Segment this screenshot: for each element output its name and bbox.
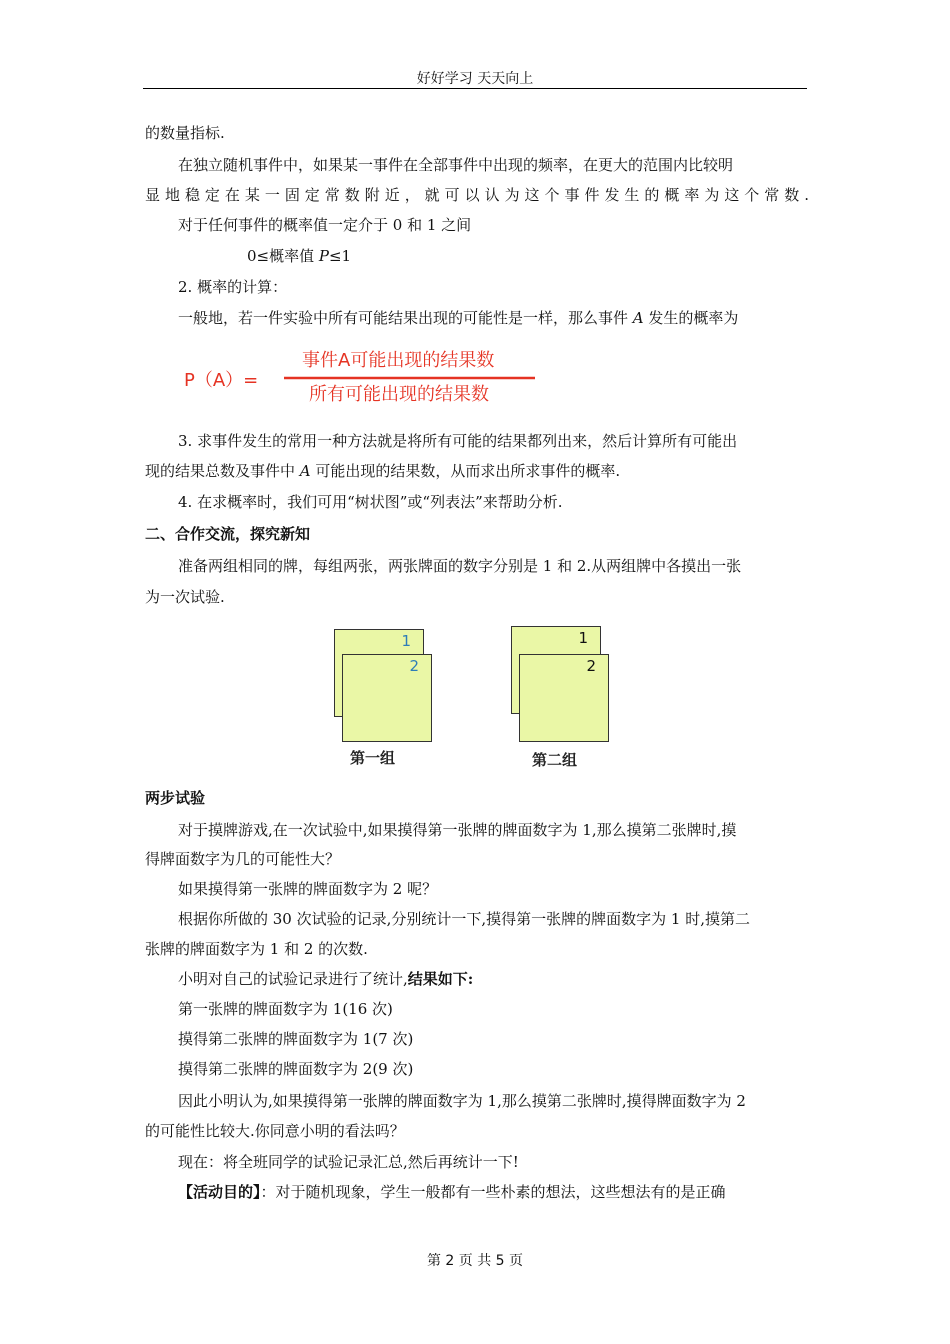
result-line: 摸得第二张牌的牌面数字为 2(9 次) xyxy=(178,1060,414,1078)
paragraph-line: 为一次试验. xyxy=(145,588,225,606)
bold-text: 结果如下: xyxy=(407,970,474,988)
paragraph-line xyxy=(178,964,842,994)
event-var: A xyxy=(632,309,644,327)
paragraph-line: 对于任何事件的概率值一定介于 0 和 1 之间 xyxy=(178,216,472,234)
paragraph-line xyxy=(145,456,809,486)
formula-lhs: P（A）= xyxy=(184,370,259,391)
group1-front-card xyxy=(342,654,432,742)
group2-label: 第二组 xyxy=(532,751,578,769)
header-rule xyxy=(143,88,807,89)
paragraph-line: 的数量指标. xyxy=(145,124,225,142)
card-number: 2 xyxy=(586,657,596,675)
paragraph-line: 3. 求事件发生的常用一种方法就是将所有可能的结果都列出来，然后计算所有可能出 xyxy=(178,432,738,450)
paragraph-line: 根据你所做的 30 次试验的记录,分别统计一下,摸得第一张牌的牌面数字为 1 时,摸第二 xyxy=(178,910,751,928)
formula-denominator: 所有可能出现的结果数 xyxy=(309,384,489,405)
subsection-heading: 两步试验 xyxy=(145,789,206,807)
paragraph-line: 在独立随机事件中，如果某一事件在全部事件中出现的频率，在更大的范围内比较明 xyxy=(178,156,734,174)
inequality-var: P xyxy=(318,247,329,265)
inequality-left: 0≤概率值 xyxy=(247,247,319,265)
paragraph-line: 显地稳定在某一固定常数附近，就可以认为这个事件发生的概率为这个常数. xyxy=(145,186,809,204)
text-span: 可能出现的结果数，从而求出所求事件的概率. xyxy=(310,462,621,480)
probability-formula xyxy=(180,340,550,420)
group1-label: 第一组 xyxy=(350,749,396,767)
text-span: 发生的概率为 xyxy=(643,309,739,327)
page-footer: 第 2 页 共 5 页 xyxy=(426,1253,524,1269)
result-line: 摸得第二张牌的牌面数字为 1(7 次) xyxy=(178,1030,414,1048)
card-number: 1 xyxy=(401,632,411,650)
paragraph-line: 准备两组相同的牌，每组两张，两张牌面的数字分别是 1 和 2.从两组牌中各摸出一张 xyxy=(178,557,742,575)
paragraph-line: 如果摸得第一张牌的牌面数字为 2 呢？ xyxy=(178,880,438,898)
inequality-right: ≤1 xyxy=(328,247,352,265)
text-span: 现的结果总数及事件中 xyxy=(145,462,300,480)
group2-front-card xyxy=(519,654,609,742)
text-span: 一般地，若一件实验中所有可能结果出现的可能性是一样，那么事件 xyxy=(178,309,633,327)
result-line: 第一张牌的牌面数字为 1(16 次) xyxy=(178,1000,393,1018)
paragraph-line: 因此小明认为,如果摸得第一张牌的牌面数字为 1,那么摸第二张牌时,摸得牌面数字为 2 xyxy=(178,1092,746,1110)
event-var: A xyxy=(299,462,311,480)
formula-numerator: 事件A可能出现的结果数 xyxy=(302,350,495,371)
paragraph-line: 张牌的牌面数字为 1 和 2 的次数. xyxy=(145,940,368,958)
inequality xyxy=(247,241,911,271)
paragraph-line xyxy=(178,303,842,333)
paragraph-line: 现在：将全班同学的试验记录汇总,然后再统计一下! xyxy=(178,1153,519,1171)
paragraph-line: 2. 概率的计算： xyxy=(178,278,288,296)
activity-goal-label: 【活动目的】 xyxy=(178,1183,261,1201)
paragraph-line xyxy=(178,1177,842,1207)
card-number: 2 xyxy=(409,657,419,675)
page-header: 好好学习 天天向上 xyxy=(416,71,534,87)
paragraph-line: 的可能性比较大.你同意小明的看法吗？ xyxy=(145,1122,405,1140)
card-groups-figure xyxy=(325,622,625,777)
text-span: 小明对自己的试验记录进行了统计, xyxy=(178,970,408,988)
card-number: 1 xyxy=(578,629,588,647)
paragraph-line: 对于摸牌游戏,在一次试验中,如果摸得第一张牌的牌面数字为 1,那么摸第二张牌时,摸 xyxy=(178,821,737,839)
paragraph-line: 4. 在求概率时，我们可用“树状图”或“列表法”来帮助分析. xyxy=(178,493,563,511)
section-heading: 二、合作交流，探究新知 xyxy=(145,525,311,543)
text-span: ：对于随机现象，学生一般都有一些朴素的想法，这些想法有的是正确 xyxy=(260,1183,726,1201)
paragraph-line: 得牌面数字为几的可能性大？ xyxy=(145,850,341,868)
